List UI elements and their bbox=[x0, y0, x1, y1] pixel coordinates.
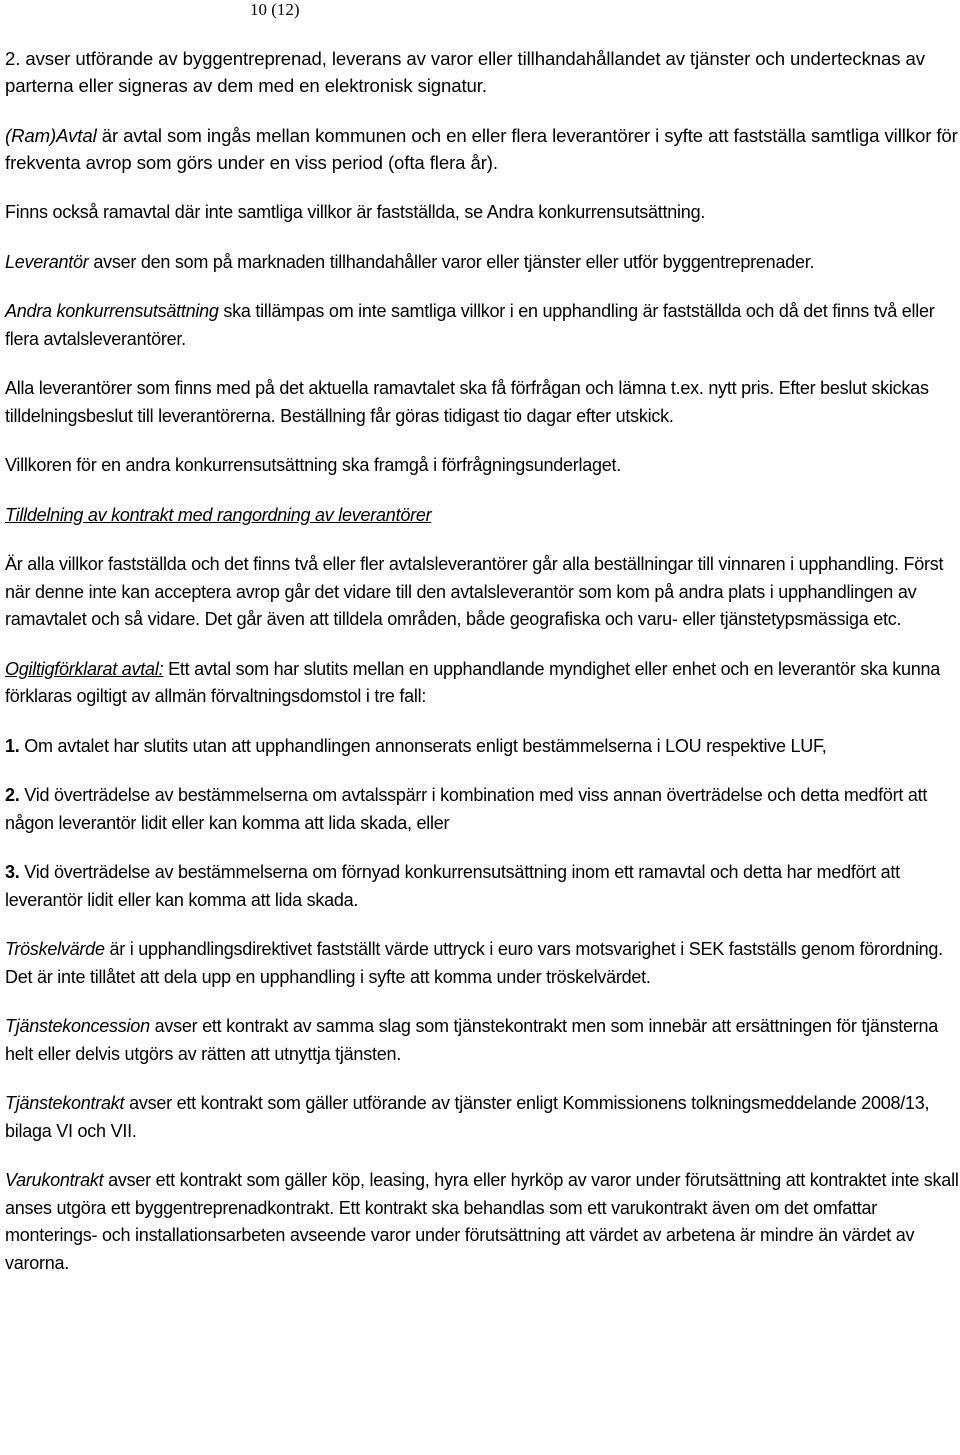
arial-section bbox=[5, 45, 960, 176]
fall-3-text: Vid överträdelse av bestämmelserna om förnyad konkurrensutsättning inom ett ramavtal och detta har medfört att leverantör lidit eller kan komma att lida skada. bbox=[5, 862, 900, 910]
term-andra-konkurrensutsattning: Andra konkurrensutsättning bbox=[5, 301, 219, 321]
fall-1-text: Om avtalet har slutits utan att upphandlingen annonserats enligt bestämmelserna i LOU respektive LUF, bbox=[19, 735, 827, 756]
paragraph-finns-ocksa: Finns också ramavtal där inte samtliga villkor är fastställda, se Andra konkurrensutsättning. bbox=[5, 202, 706, 222]
term-ramavtal: (Ram)Avtal bbox=[5, 125, 97, 146]
calibri-section bbox=[5, 199, 960, 1277]
paragraph-troskelvarde bbox=[5, 936, 960, 991]
term-tjanstekoncession: Tjänstekoncession bbox=[5, 1016, 150, 1036]
paragraph-ramavtal bbox=[5, 122, 960, 176]
fall-2-text: Vid överträdelse av bestämmelserna om avtalsspärr i kombination med viss annan överträdelse och detta medfört att någon leverantör lidit eller kan komma att lida skada, eller bbox=[5, 785, 928, 833]
paragraph-villkoren: Villkoren för en andra konkurrensutsättning ska framgå i förfrågningsunderlaget. bbox=[5, 455, 622, 475]
definition-tjanstekoncession: avser ett kontrakt av samma slag som tjänstekontrakt men som innebär att ersättningen för tjänsterna helt eller delvis utgörs av rätten att utnyttja tjänsten. bbox=[5, 1016, 938, 1064]
term-ogiltigforklarat: Ogiltigförklarat avtal: bbox=[5, 658, 164, 679]
heading-tilldelning: Tilldelning av kontrakt med rangordning av leverantörer bbox=[5, 504, 432, 525]
definition-tjanstekontrakt: avser ett kontrakt som gäller utförande av tjänster enligt Kommissionens tolkningsmeddelande 2008/13, bilaga VI och VII. bbox=[5, 1093, 930, 1141]
list-item-fall-2 bbox=[5, 782, 960, 837]
list-item-fall-3 bbox=[5, 859, 960, 914]
term-varukontrakt: Varukontrakt bbox=[5, 1170, 104, 1190]
paragraph-andra-konkurrensutsattning bbox=[5, 298, 960, 353]
definition-troskelvarde: är i upphandlingsdirektivet fastställt värde uttryck i euro vars motsvarighet i SEK fastställs genom förordning. Det är inte tillåtet att dela upp en upphandling i syfte att komma under tröskelvärdet. bbox=[5, 939, 943, 987]
page-number: 10 (12) bbox=[250, 0, 300, 19]
paragraph-leverantor bbox=[5, 249, 960, 277]
paragraph-tjanstekontrakt bbox=[5, 1090, 960, 1145]
definition-ramavtal: är avtal som ingås mellan kommunen och en eller flera leverantörer i syfte att fastställa samtliga villkor för frekventa avrop som görs under en viss period (ofta flera år). bbox=[5, 125, 958, 173]
list-item-fall-1 bbox=[5, 733, 960, 761]
term-leverantor: Leverantör bbox=[5, 251, 89, 272]
paragraph-item-2: 2. avser utförande av byggentreprenad, leverans av varor eller tillhandahållandet av tjänster och undertecknas av parterna eller signeras av dem med en elektronisk signatur. bbox=[5, 48, 925, 96]
definition-andra-konkurrensutsattning: ska tillämpas om inte samtliga villkor i en upphandling är fastställda och då det finns två eller flera avtalsleverantörer. bbox=[5, 301, 935, 349]
paragraph-ar-alla-villkor: Är alla villkor fastställda och det finns två eller fler avtalsleverantörer går alla beställningar till vinnaren i upphandling. Först när denne inte kan acceptera avrop går det vidare till den avtalsleverantör som kom på andra plats i upphandlingen av ramavtalet och så vidare. Det går även att tilldela områden, både geografiska och varu- eller tjänstetypsmässiga etc. bbox=[5, 554, 944, 629]
paragraph-varukontrakt bbox=[5, 1167, 960, 1277]
definition-leverantor: avser den som på marknaden tillhandahåller varor eller tjänster eller utför byggentreprenader. bbox=[88, 251, 815, 272]
definition-ogiltigforklarat: Ett avtal som har slutits mellan en upphandlande myndighet eller enhet och en leverantör ska kunna förklaras ogiltigt av allmän förvaltningsdomstol i tre fall: bbox=[5, 658, 941, 706]
term-troskelvarde: Tröskelvärde bbox=[5, 939, 105, 959]
fall-1-number: 1. bbox=[5, 735, 20, 756]
paragraph-tjanstekoncession bbox=[5, 1013, 960, 1068]
definition-varukontrakt: avser ett kontrakt som gäller köp, leasing, hyra eller hyrköp av varor under förutsättning att kontraktet inte skall anses utgöra ett byggentreprenadkontrakt. Ett kontrakt ska behandlas som ett varukontrakt även om det omfattar monterings- och installationsarbeten avseende varor under förutsättning att värdet av arbetena är mindre än värdet av varorna. bbox=[5, 1170, 959, 1273]
paragraph-ogiltigforklarat bbox=[5, 656, 960, 711]
paragraph-alla-leverantorer: Alla leverantörer som finns med på det aktuella ramavtalet ska få förfrågan och lämna t.ex. nytt pris. Efter beslut skickas tilldelningsbeslut till leverantörerna. Beställning får göras tidigast tio dagar efter utskick. bbox=[5, 378, 929, 426]
fall-2-number: 2. bbox=[5, 785, 20, 805]
fall-3-number: 3. bbox=[5, 862, 20, 882]
document-body bbox=[5, 45, 960, 1299]
term-tjanstekontrakt: Tjänstekontrakt bbox=[5, 1093, 125, 1113]
